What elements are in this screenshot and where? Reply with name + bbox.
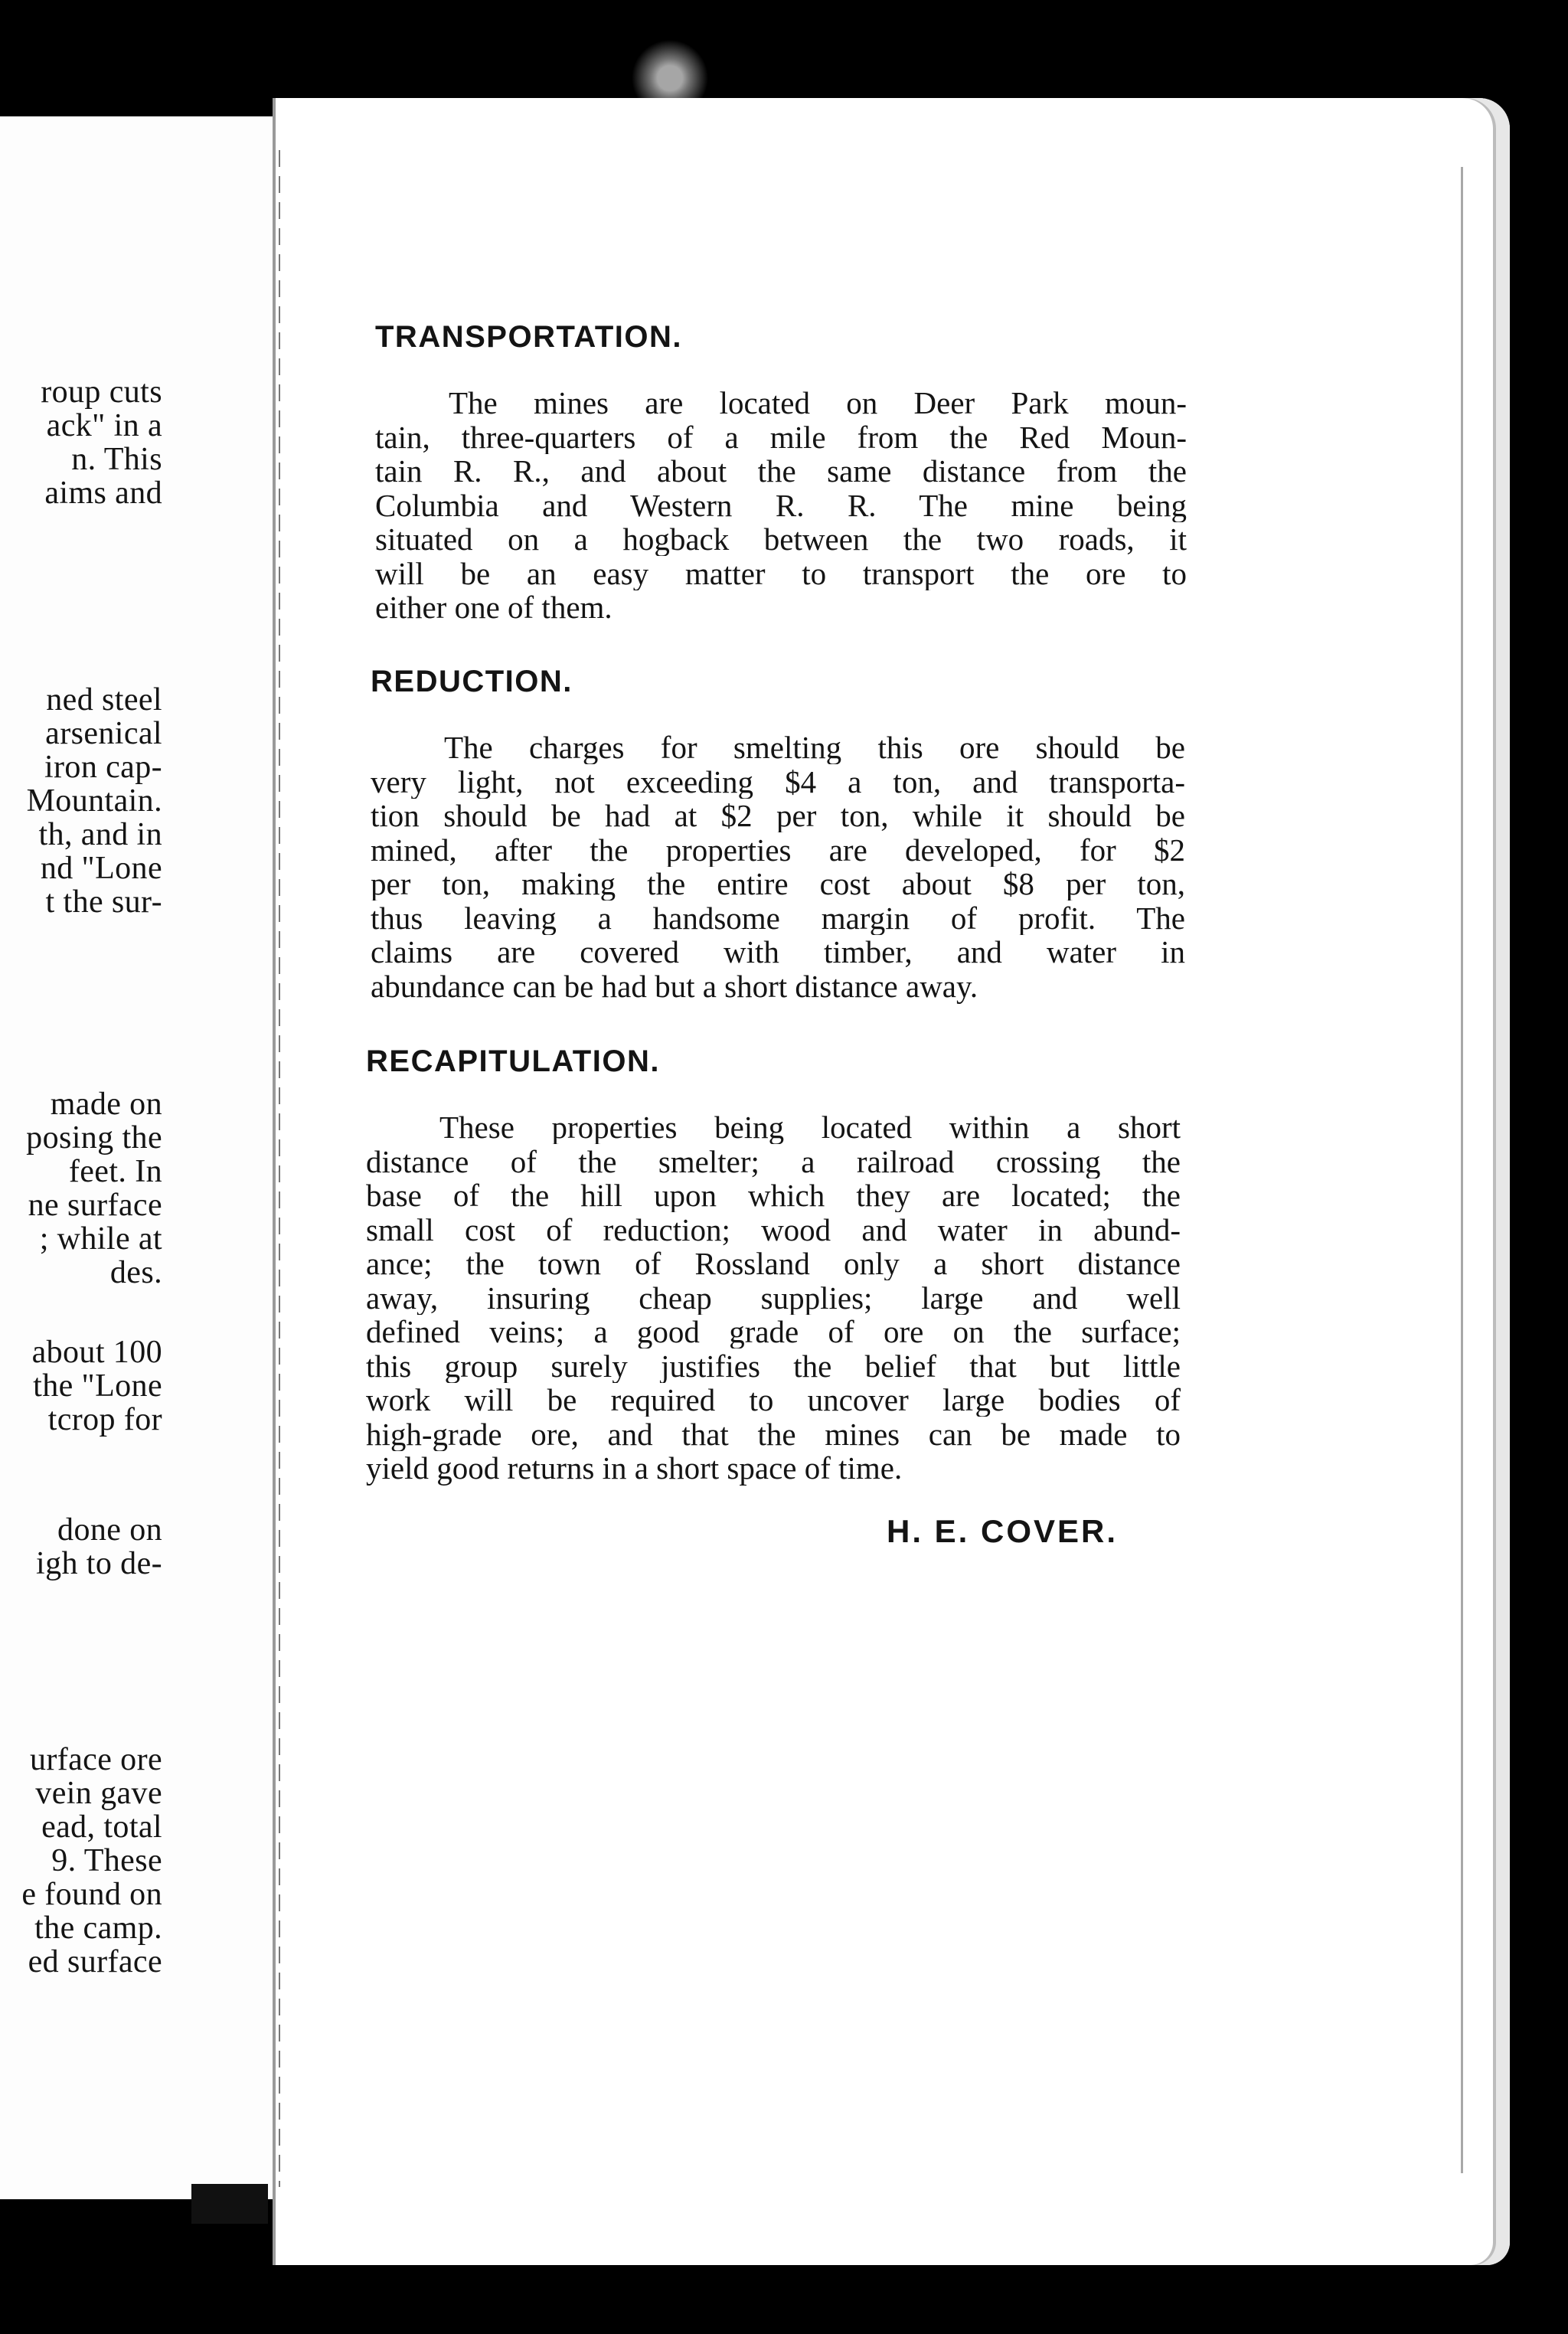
left-page-line: t the sur- [45, 884, 162, 920]
left-page-line: about 100 [31, 1335, 162, 1370]
paragraph-line: high-grade ore, and that the mines can be made to [366, 1417, 1181, 1451]
left-page-line: e found on [21, 1877, 162, 1912]
paragraph-line: per ton, making the entire cost about $8 per ton, [371, 867, 1185, 901]
left-page-line: ack" in a [46, 408, 162, 443]
paragraph-line: situated on a hogback between the two roads, it [375, 522, 1187, 556]
left-page-line: vein gave [35, 1776, 162, 1811]
left-page-line: ne surface [28, 1188, 162, 1223]
left-page-line: roup cuts [41, 374, 162, 410]
left-page-line: done on [57, 1512, 162, 1548]
paragraph-line: The mines are located on Deer Park moun- [449, 386, 1187, 420]
left-page-line: Mountain. [26, 783, 162, 819]
paragraph-line: thus leaving a handsome margin of profit. The [371, 901, 1185, 935]
paragraph-line: work will be required to uncover large bodies of [366, 1383, 1181, 1417]
author-signature: H. E. COVER. [887, 1513, 1119, 1549]
left-page-line: posing the [26, 1120, 162, 1156]
section-transportation [375, 320, 1187, 626]
left-page-line: the "Lone [33, 1368, 162, 1404]
paragraph-line: this group surely justifies the belief that but little [366, 1348, 1181, 1383]
left-page-line: ed surface [28, 1944, 162, 1979]
left-page-line: the camp. [34, 1911, 162, 1946]
left-page-line: arsenical [45, 716, 162, 751]
left-page-line: made on [50, 1087, 162, 1122]
left-page-line: iron cap- [44, 750, 162, 785]
left-page-line: 9. These [51, 1843, 162, 1878]
paragraph-line: yield good returns in a short space of time. [366, 1450, 903, 1486]
section-heading: REDUCTION. [371, 665, 573, 698]
paragraph-line: either one of them. [375, 590, 612, 625]
left-page-line: aims and [44, 476, 162, 511]
paragraph-line: tain, three-quarters of a mile from the Red Moun- [375, 420, 1187, 454]
paragraph-line: These properties being located within a short [439, 1110, 1181, 1144]
left-page-line: ead, total [41, 1809, 162, 1845]
paragraph-line: tain R. R., and about the same distance from the [375, 454, 1187, 488]
section-reduction [371, 665, 1185, 1017]
left-page-line: n. This [71, 442, 162, 477]
left-page-line: des. [109, 1255, 162, 1290]
paragraph-line: distance of the smelter; a railroad crossing the [366, 1144, 1181, 1178]
paragraph-line: The charges for smelting this ore should be [444, 731, 1185, 764]
section-heading: RECAPITULATION. [366, 1044, 660, 1078]
page-edge-line [1461, 167, 1463, 2173]
paragraph-line: mined, after the properties are developed, for $2 [371, 832, 1185, 867]
binding-gutter [279, 150, 280, 2187]
paragraph-line: away, insuring cheap supplies; large and well [366, 1280, 1181, 1315]
section-heading: TRANSPORTATION. [375, 320, 682, 354]
paragraph-line: abundance can be had but a short distance away. [371, 968, 978, 1004]
paragraph-line: will be an easy matter to transport the ore to [375, 556, 1187, 590]
paragraph-line: very light, not exceeding $4 a ton, and transporta- [371, 764, 1185, 799]
left-page-line: igh to de- [36, 1546, 162, 1581]
paragraph-line: Columbia and Western R. R. The mine being [375, 488, 1187, 522]
paragraph-line: ance; the town of Rossland only a short distance [366, 1247, 1181, 1280]
paragraph-line: defined veins; a good grade of ore on the surface; [366, 1315, 1181, 1348]
left-page-line: tcrop for [47, 1402, 162, 1437]
left-page-line: nd "Lone [40, 851, 162, 886]
binding-shadow [191, 2184, 268, 2224]
left-page-line: ned steel [46, 682, 162, 718]
paragraph-line: small cost of reduction; wood and water in abund- [366, 1212, 1181, 1247]
paragraph-line: tion should be had at $2 per ton, while it should be [371, 799, 1185, 832]
section-recapitulation [366, 1044, 1181, 1489]
left-page-line: urface ore [29, 1742, 162, 1777]
paragraph-line: claims are covered with timber, and water in [371, 935, 1185, 969]
left-page-line: feet. In [68, 1154, 162, 1189]
left-page-line: ; while at [39, 1221, 162, 1257]
paragraph-line: base of the hill upon which they are located; the [366, 1178, 1181, 1212]
left-page-line: th, and in [38, 817, 162, 852]
